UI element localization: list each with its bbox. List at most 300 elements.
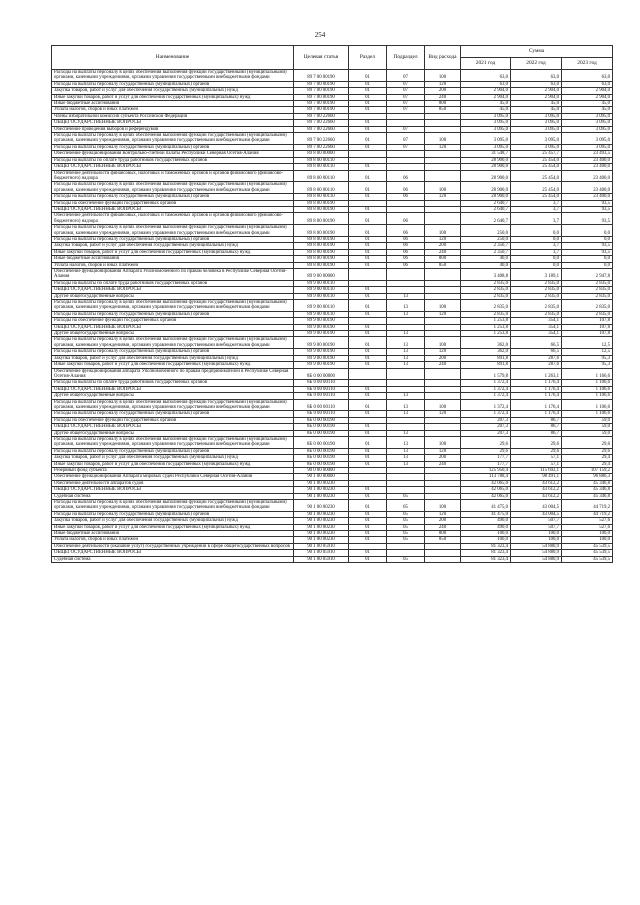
row-sum-2023: 2 904,0 (562, 88, 613, 94)
row-sum-2023: 3 095,0 (562, 126, 613, 132)
row-subsection: 07 (387, 133, 425, 145)
table-row (52, 368, 613, 380)
header-2021: 2021 год (461, 58, 511, 70)
row-subsection: 05 (387, 500, 425, 512)
row-section: 01 (349, 399, 387, 411)
row-subsection: 06 (387, 249, 425, 255)
row-sum-2022: 2 835,0 (511, 300, 562, 312)
row-expense-type (425, 368, 461, 380)
row-subsection: 07 (387, 81, 425, 87)
row-sum-2023: 93,5 (562, 206, 613, 212)
row-sum-2021: 891,8 (461, 362, 511, 368)
row-subsection: 05 (387, 493, 425, 499)
row-section: 01 (349, 194, 387, 200)
row-sum-2023: 93,5 (562, 249, 613, 255)
row-sum-2022: 43 612,2 (511, 487, 562, 493)
row-sum-2022: 1 176,4 (511, 380, 562, 386)
row-sum-2022: 3 095,0 (511, 126, 562, 132)
row-sum-2021: 3 095,0 (461, 120, 511, 126)
row-sum-2023: 93,5 (562, 200, 613, 206)
row-expense-type (425, 269, 461, 281)
row-sum-2021: 2 904,0 (461, 88, 511, 94)
row-sum-2022: 25 454,0 (511, 170, 562, 182)
row-subsection: 13 (387, 355, 425, 361)
row-subsection: 13 (387, 300, 425, 312)
table-row (52, 225, 613, 237)
row-subsection: 06 (387, 243, 425, 249)
row-sum-2023: 23 400,0 (562, 194, 613, 200)
row-sum-2021: 250,0 (461, 225, 511, 237)
row-subsection: 06 (387, 182, 425, 194)
row-target: 90 1 00 05910 (294, 543, 349, 549)
row-name: Расходы на выплаты персоналу в целях обеспечения выполнения функций государственными (муниципальными) органами, казенными учреждениями, органами управления государственными внебюджетными фондами (52, 500, 294, 512)
row-target: 89 9 00 00190 (294, 355, 349, 361)
row-section: 01 (349, 537, 387, 543)
row-target: 8Б 0 00 00000 (294, 368, 349, 380)
row-target: 90 1 00 00230 (294, 493, 349, 499)
row-sum-2021: 2 835,0 (461, 293, 511, 299)
row-section: 01 (349, 430, 387, 436)
row-sum-2021: 100,0 (461, 531, 511, 537)
row-section: 01 (349, 182, 387, 194)
row-name: Закупка товаров, работ и услуг для обеспечения государственных (муниципальных) нужд (52, 355, 294, 361)
row-section: 01 (349, 448, 387, 454)
row-sum-2022: 43 004,5 (511, 500, 562, 512)
row-target: 89 8 00 00000 (294, 151, 349, 157)
row-section: 01 (349, 120, 387, 126)
row-sum-2023: 45 539,5 (562, 556, 613, 562)
row-section: 01 (349, 518, 387, 524)
row-subsection: 06 (387, 236, 425, 242)
row-target: 89 9 00 00110 (294, 280, 349, 286)
row-sum-2023: 2 835,0 (562, 280, 613, 286)
row-sum-2023: 44 719,2 (562, 511, 613, 517)
row-sum-2022: 0,0 (511, 256, 562, 262)
row-sum-2022: 0,0 (511, 225, 562, 237)
row-target: 8Б 0 00 00190 (294, 424, 349, 430)
row-expense-type (425, 213, 461, 225)
row-section: 01 (349, 126, 387, 132)
header-2023: 2023 год (562, 58, 613, 70)
row-name: Закупка товаров, работ и услуг для обеспечения государственных (муниципальных) нужд (52, 243, 294, 249)
row-target: 89 9 00 00190 (294, 362, 349, 368)
row-target: 89 7 00 22660 (294, 126, 349, 132)
row-name: Расходы на обеспечение функций государственных органов (52, 417, 294, 423)
row-name: Расходы на выплаты персоналу государственных (муниципальных) органов (52, 236, 294, 242)
row-subsection: 05 (387, 524, 425, 530)
row-sum-2021: 207,3 (461, 424, 511, 430)
row-sum-2021: 42 065,0 (461, 480, 511, 486)
row-target: 90 1 00 00230 (294, 524, 349, 530)
row-sum-2022: 3 095,0 (511, 113, 562, 119)
row-sum-2021: 1 372,4 (461, 411, 511, 417)
row-subsection: 13 (387, 430, 425, 436)
row-subsection: 06 (387, 256, 425, 262)
row-name: Другие общегосударственные вопросы (52, 430, 294, 436)
row-sum-2022: 45,0 (511, 107, 562, 113)
row-subsection: 05 (387, 537, 425, 543)
row-sum-2021: 2 835,0 (461, 287, 511, 293)
header-name: Наименование (52, 46, 294, 70)
row-subsection: 13 (387, 311, 425, 317)
row-section: 01 (349, 101, 387, 107)
row-sum-2021: 29,6 (461, 448, 511, 454)
row-name: Резервный фонд субъекта (52, 468, 294, 474)
row-sum-2022: 2 904,0 (511, 94, 562, 100)
row-subsection: 13 (387, 293, 425, 299)
row-subsection: 06 (387, 170, 425, 182)
table-row (52, 182, 613, 194)
row-sum-2021: 1 372,4 (461, 380, 511, 386)
row-subsection: 13 (387, 349, 425, 355)
row-sum-2022: 3 095,0 (511, 144, 562, 150)
table-row (52, 300, 613, 312)
row-section: 01 (349, 262, 387, 268)
row-sum-2021: 28 900,0 (461, 170, 511, 182)
row-sum-2023: 12,5 (562, 349, 613, 355)
row-sum-2023: 527,6 (562, 524, 613, 530)
row-name: Обеспечение проведения выборов и референдумов (52, 126, 294, 132)
row-target: 90 1 00 00230 (294, 531, 349, 537)
row-sum-2022: 3 189,1 (511, 269, 562, 281)
row-name: Обеспечение функционирования аппарата Уполномоченного по правам предпринимателей в Республике Северная Осетия-Алания (52, 368, 294, 380)
row-name: ОБЩЕГОСУДАРСТВЕННЫЕ ВОПРОСЫ (52, 164, 294, 170)
row-section: 01 (349, 487, 387, 493)
row-expense-type: 100 (425, 500, 461, 512)
row-sum-2023: 23 400,0 (562, 164, 613, 170)
budget-table (51, 45, 613, 563)
row-sum-2022: 54 880,9 (511, 543, 562, 549)
row-sum-2022: 1 176,4 (511, 411, 562, 417)
row-target: 8Б 0 00 00190 (294, 448, 349, 454)
row-target: 89 8 00 00110 (294, 170, 349, 182)
row-section: 01 (349, 324, 387, 330)
row-sum-2021: 2 835,0 (461, 311, 511, 317)
row-sum-2023: 2 835,0 (562, 300, 613, 312)
row-sum-2021: 490,0 (461, 518, 511, 524)
row-sum-2023: 45,0 (562, 107, 613, 113)
row-sum-2021: 40,0 (461, 262, 511, 268)
row-sum-2022: 86,7 (511, 424, 562, 430)
row-sum-2023: 44 719,2 (562, 500, 613, 512)
row-sum-2023: 0,0 (562, 236, 613, 242)
row-target: 89 7 00 22660 (294, 113, 349, 119)
row-target: 90 1 00 00230 (294, 511, 349, 517)
row-section: 01 (349, 436, 387, 448)
row-sum-2023: 2 835,0 (562, 293, 613, 299)
row-expense-type: 200 (425, 88, 461, 94)
row-name: ОБЩЕГОСУДАРСТВЕННЫЕ ВОПРОСЫ (52, 386, 294, 392)
row-subsection: 06 (387, 262, 425, 268)
row-target: 89 7 00 00190 (294, 70, 349, 82)
row-sum-2023: 527,6 (562, 518, 613, 524)
row-target: 8Б 0 00 00110 (294, 393, 349, 399)
row-sum-2023: 45 539,5 (562, 543, 613, 549)
row-expense-type (425, 556, 461, 562)
row-sum-2021: 177,7 (461, 455, 511, 461)
row-subsection: 13 (387, 331, 425, 337)
row-name: Расходы на обеспечение функций государственных органов (52, 200, 294, 206)
row-sum-2023: 3 095,0 (562, 120, 613, 126)
row-sum-2022: 43 612,2 (511, 480, 562, 486)
row-target: 8Б 0 00 00110 (294, 386, 349, 392)
table-row (52, 133, 613, 145)
row-sum-2023: 45 346,8 (562, 480, 613, 486)
row-sum-2023: 1 106,6 (562, 386, 613, 392)
row-expense-type: 200 (425, 455, 461, 461)
row-name: Расходы на обеспечение функций государственных органов (52, 318, 294, 324)
row-name: Судебная система (52, 493, 294, 499)
row-sum-2023: 3 095,0 (562, 144, 613, 150)
row-sum-2021: 1 253,8 (461, 324, 511, 330)
row-sum-2021: 29,6 (461, 436, 511, 448)
row-section: 01 (349, 164, 387, 170)
row-sum-2021: 490,0 (461, 524, 511, 530)
row-name: Иные закупки товаров, работ и услуг для обеспечения государственных (муниципальных) нужд (52, 362, 294, 368)
row-target: 89 8 00 00190 (294, 256, 349, 262)
row-sum-2023: 1 166,6 (562, 368, 613, 380)
row-expense-type: 120 (425, 349, 461, 355)
row-sum-2021: 41 475,0 (461, 511, 511, 517)
row-section: 01 (349, 500, 387, 512)
row-sum-2022: 1 176,4 (511, 393, 562, 399)
row-target: 89 8 00 00190 (294, 262, 349, 268)
row-sum-2023: 95,3 (562, 362, 613, 368)
row-expense-type: 120 (425, 511, 461, 517)
row-sum-2023: 1 106,6 (562, 393, 613, 399)
row-sum-2021: 2 350,7 (461, 243, 511, 249)
row-sum-2022: 507,7 (511, 524, 562, 530)
header-2022: 2022 год (511, 58, 562, 70)
row-subsection: 13 (387, 399, 425, 411)
row-sum-2022: 354,1 (511, 318, 562, 324)
row-target: 89 9 00 00190 (294, 349, 349, 355)
row-target: 89 8 00 00110 (294, 194, 349, 200)
row-section: 01 (349, 81, 387, 87)
row-section: 01 (349, 493, 387, 499)
row-sum-2023: 45,0 (562, 101, 613, 107)
row-sum-2022: 63,0 (511, 70, 562, 82)
row-sum-2022: 100,0 (511, 531, 562, 537)
row-name: Обеспечение деятельности аппаратов судов (52, 480, 294, 486)
row-subsection: 13 (387, 393, 425, 399)
row-sum-2021: 81 323,4 (461, 543, 511, 549)
row-name: Расходы на выплаты персоналу государственных (муниципальных) органов (52, 511, 294, 517)
table-row (52, 70, 613, 82)
row-section: 01 (349, 524, 387, 530)
row-sum-2021: 1 372,4 (461, 399, 511, 411)
row-section: 01 (349, 243, 387, 249)
table-row (52, 269, 613, 281)
row-section (349, 368, 387, 380)
row-name: Закупка товаров, работ и услуг для обеспечения государственных (муниципальных) нужд (52, 518, 294, 524)
row-sum-2022: 0,0 (511, 236, 562, 242)
row-expense-type: 850 (425, 537, 461, 543)
row-subsection: 05 (387, 556, 425, 562)
row-target: 90 1 00 00230 (294, 487, 349, 493)
row-section: 01 (349, 424, 387, 430)
row-section: 01 (349, 225, 387, 237)
row-sum-2021: 2 835,0 (461, 300, 511, 312)
row-section: 01 (349, 94, 387, 100)
row-sum-2021: 125 950,4 (461, 468, 511, 474)
row-target: 89 8 00 00190 (294, 236, 349, 242)
row-target: 90 1 00 05910 (294, 556, 349, 562)
row-expense-type: 100 (425, 436, 461, 448)
row-section: 01 (349, 236, 387, 242)
row-sum-2022: 54 880,9 (511, 556, 562, 562)
row-name: Расходы на выплаты персоналу в целях обеспечения выполнения функций государственными (муниципальными) органами, казенными учреждениями, органами управления государственными внебюджетными фондами (52, 182, 294, 194)
row-target: 89 7 00 00190 (294, 81, 349, 87)
row-target: 90 1 00 00230 (294, 500, 349, 512)
row-sum-2022: 66,5 (511, 349, 562, 355)
row-sum-2023: 59,0 (562, 417, 613, 423)
row-sum-2022: 2 904,0 (511, 88, 562, 94)
row-sum-2021: 42 065,0 (461, 487, 511, 493)
row-sum-2023: 3 095,0 (562, 133, 613, 145)
row-name: Расходы на выплаты персоналу государственных (муниципальных) органов (52, 81, 294, 87)
row-sum-2022: 2 835,0 (511, 280, 562, 286)
row-target: 89 9 00 00190 (294, 324, 349, 330)
table-body (52, 70, 613, 563)
row-sum-2022: 43 004,5 (511, 511, 562, 517)
row-name: Расходы на выплаты персоналу государственных (муниципальных) органов (52, 448, 294, 454)
row-sum-2022: 25 454,0 (511, 164, 562, 170)
row-sum-2022: 54 880,9 (511, 550, 562, 556)
row-name: Расходы на выплаты персоналу государственных (муниципальных) органов (52, 194, 294, 200)
row-name: Закупка товаров, работ и услуг для обеспечения государственных (муниципальных) нужд (52, 88, 294, 94)
row-sum-2021: 41 475,0 (461, 500, 511, 512)
row-sum-2022: 25 454,0 (511, 157, 562, 163)
row-sum-2021: 362,0 (461, 349, 511, 355)
row-name: Обеспечение деятельности финансовых, налоговых и таможенных органов и органов финансового (финансово-бюджетного) надзора (52, 170, 294, 182)
row-subsection (387, 269, 425, 281)
row-section: 01 (349, 256, 387, 262)
row-name: Обеспечение функционирования Аппарата Уполномоченного по правам человека в Республике Северная Осетия-Алания (52, 269, 294, 281)
row-sum-2021: 362,0 (461, 337, 511, 349)
row-section: 01 (349, 556, 387, 562)
row-name: Иные закупки товаров, работ и услуг для обеспечения государственных (муниципальных) нужд (52, 461, 294, 467)
row-target: 8Б 0 00 00190 (294, 461, 349, 467)
row-expense-type: 200 (425, 355, 461, 361)
row-expense-type: 800 (425, 531, 461, 537)
row-expense-type (425, 170, 461, 182)
row-name: Обеспечение функционирования Контрольно-счетной палаты Республики Северная Осетия-Алания (52, 151, 294, 157)
row-target: 8Б 0 00 00190 (294, 455, 349, 461)
row-sum-2021: 28 900,0 (461, 164, 511, 170)
row-sum-2023: 0,0 (562, 225, 613, 237)
table-row (52, 556, 613, 562)
row-subsection: 06 (387, 213, 425, 225)
row-target: 8Б 0 00 00110 (294, 399, 349, 411)
row-target: 89 8 00 00190 (294, 213, 349, 225)
row-name: Расходы на выплаты персоналу в целях обеспечения выполнения функций государственными (муниципальными) органами, казенными учреждениями, органами управления государственными внебюджетными фондами (52, 70, 294, 82)
row-sum-2021: 42 065,0 (461, 493, 511, 499)
row-sum-2022: 3 095,0 (511, 120, 562, 126)
row-target: 89 7 00 22660 (294, 133, 349, 145)
row-section: 01 (349, 455, 387, 461)
row-sum-2021: 3 095,0 (461, 144, 511, 150)
row-name: Другие общегосударственные вопросы (52, 293, 294, 299)
row-sum-2021: 1 579,8 (461, 368, 511, 380)
row-sum-2022: 98 491,1 (511, 474, 562, 480)
row-subsection: 07 (387, 88, 425, 94)
row-expense-type: 200 (425, 243, 461, 249)
row-sum-2022: 354,1 (511, 324, 562, 330)
row-sum-2022: 3,7 (511, 243, 562, 249)
row-section: 01 (349, 331, 387, 337)
row-sum-2021: 1 253,8 (461, 331, 511, 337)
row-sum-2021: 3 408,8 (461, 269, 511, 281)
row-name: Расходы на выплаты персоналу в целях обеспечения выполнения функций государственными (муниципальными) органами, казенными учреждениями, органами управления государственными внебюджетными фондами (52, 436, 294, 448)
row-target: 90 1 00 00230 (294, 518, 349, 524)
row-section: 01 (349, 349, 387, 355)
row-sum-2021: 28 900,0 (461, 194, 511, 200)
row-name: Расходы на выплаты персоналу государственных (муниципальных) органов (52, 411, 294, 417)
row-sum-2023: 29,4 (562, 455, 613, 461)
row-sum-2023: 2 835,0 (562, 311, 613, 317)
row-subsection: 13 (387, 362, 425, 368)
row-sum-2022: 45,0 (511, 101, 562, 107)
row-sum-2023: 0,0 (562, 256, 613, 262)
row-expense-type: 100 (425, 337, 461, 349)
row-expense-type: 100 (425, 70, 461, 82)
row-name: Уплата налогов, сборов и иных платежей (52, 537, 294, 543)
row-name: Обеспечение деятельности (оказание услуг) государственных учреждений в сфере общегосударственных вопросов (52, 543, 294, 549)
row-name: Обеспечение деятельности финансовых, налоговых и таможенных органов и органов финансового (финансово-бюджетного) надзора (52, 213, 294, 225)
row-section: 01 (349, 461, 387, 467)
row-name: Расходы на выплаты персоналу в целях обеспечения выполнения функций государственными (муниципальными) органами, казенными учреждениями, органами управления государственными внебюджетными фондами (52, 337, 294, 349)
row-section: 01 (349, 355, 387, 361)
row-name: ОБЩЕГОСУДАРСТВЕННЫЕ ВОПРОСЫ (52, 287, 294, 293)
row-sum-2023: 93,5 (562, 243, 613, 249)
row-name: Уплата налогов, сборов и иных платежей (52, 262, 294, 268)
row-sum-2022: 25 454,0 (511, 194, 562, 200)
row-sum-2023: 95,3 (562, 355, 613, 361)
row-sum-2021: 28 900,0 (461, 182, 511, 194)
row-sum-2023: 12,5 (562, 337, 613, 349)
row-sum-2022: 287,6 (511, 355, 562, 361)
row-target: 8Б 0 00 00190 (294, 436, 349, 448)
row-target: 8Б 0 00 00110 (294, 411, 349, 417)
row-sum-2022: 25 457,7 (511, 151, 562, 157)
row-sum-2023: 1 106,6 (562, 399, 613, 411)
row-subsection: 05 (387, 511, 425, 517)
row-sum-2022: 1 176,4 (511, 386, 562, 392)
row-sum-2021: 1 253,8 (461, 318, 511, 324)
row-name: Расходы на выплаты персоналу в целях обеспечения выполнения функций государственными (муниципальными) органами, казенными учреждениями, органами управления государственными внебюджетными фондами (52, 300, 294, 312)
row-expense-type: 120 (425, 81, 461, 87)
row-sum-2023: 23 400,0 (562, 182, 613, 194)
row-sum-2023: 107 159,2 (562, 468, 613, 474)
row-name: ОБЩЕГОСУДАРСТВЕННЫЕ ВОПРОСЫ (52, 120, 294, 126)
row-sum-2022: 3,7 (511, 249, 562, 255)
row-sum-2023: 23 400,0 (562, 157, 613, 163)
row-name: Иные бюджетные ассигнования (52, 256, 294, 262)
row-target: 89 8 00 00190 (294, 206, 349, 212)
row-target: 89 8 00 00190 (294, 249, 349, 255)
table-row (52, 436, 613, 448)
row-target: 89 7 00 22660 (294, 144, 349, 150)
row-sum-2022: 25 454,0 (511, 182, 562, 194)
row-name: Иные бюджетные ассигнования (52, 531, 294, 537)
page-number: 254 (314, 31, 326, 39)
row-name: Иные закупки товаров, работ и услуг для обеспечения государственных (муниципальных) нужд (52, 94, 294, 100)
row-target: 90 0 00 00000 (294, 468, 349, 474)
row-sum-2022: 29,6 (511, 448, 562, 454)
row-subsection: 13 (387, 448, 425, 454)
row-expense-type: 100 (425, 300, 461, 312)
